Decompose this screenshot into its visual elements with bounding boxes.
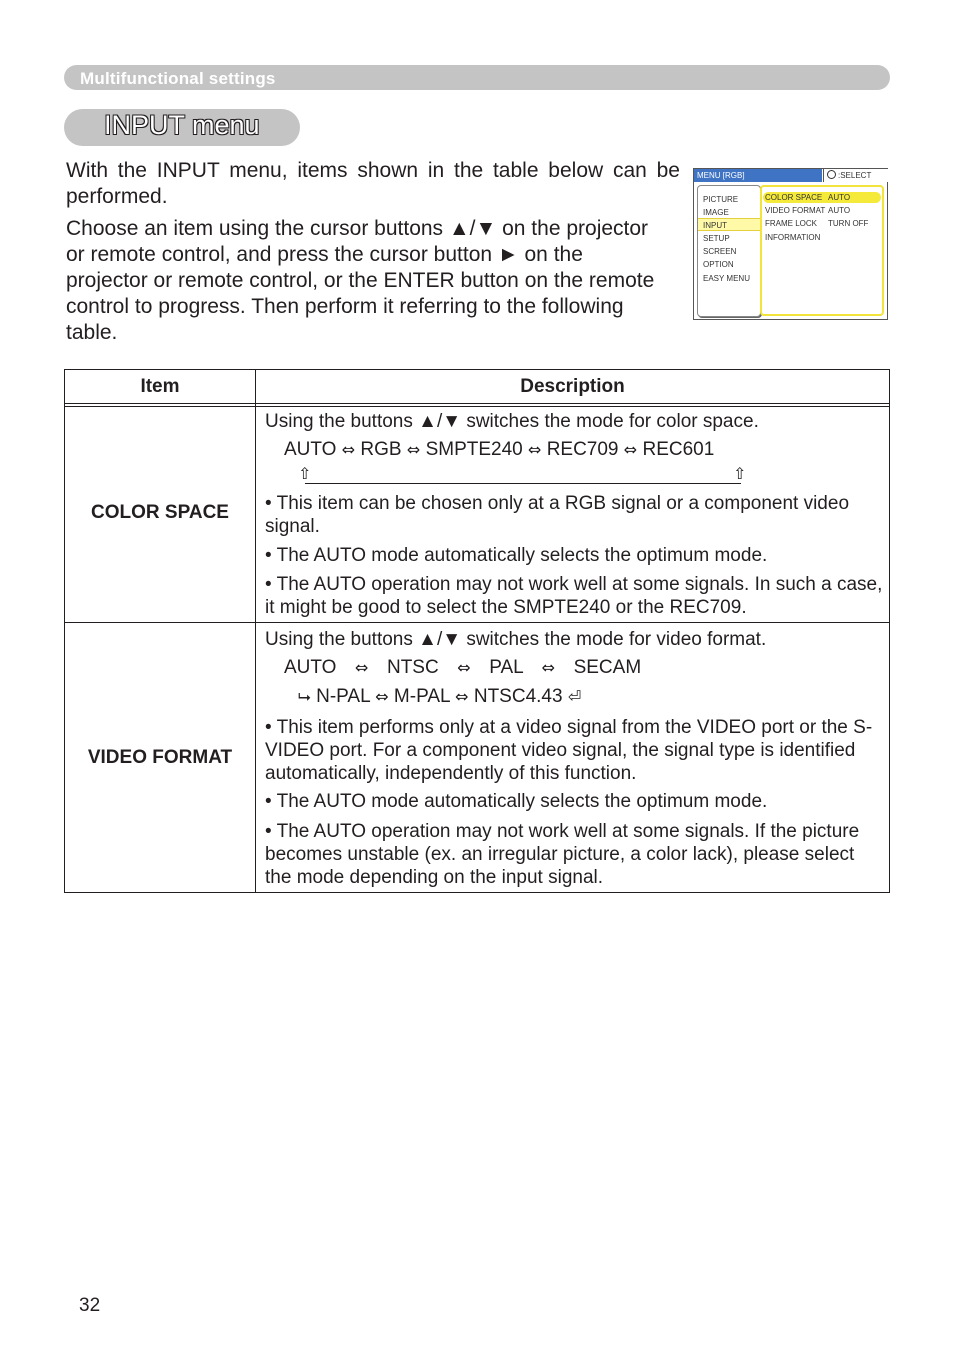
column-divider: [255, 370, 256, 892]
intro-paragraph-2: Choose an item using the cursor buttons ▲/▼ on the projector or remote control, and press the cursor button ► on the projector or remote control, or the ENTER button on the remote control to progress. Then perform it referring to the following table.: [66, 217, 655, 344]
page-number: 32: [79, 1295, 101, 1316]
video-format-mode-cycle-1: AUTO ⇔ NTSC ⇔ PAL ⇔ SECAM: [284, 657, 642, 678]
color-space-mode-cycle: AUTO ⇔ RGB ⇔ SMPTE240 ⇔ REC709 ⇔ REC601: [284, 439, 715, 460]
double-arrow-icon: ⇔: [406, 440, 421, 459]
osd-row-name: INFORMATION: [765, 233, 821, 242]
osd-row-value: AUTO: [828, 193, 851, 202]
osd-submenu-panel: [760, 185, 884, 316]
loop-line: [305, 483, 741, 484]
item-video-format: VIDEO FORMAT: [87, 747, 233, 768]
double-arrow-icon: ⇔: [375, 687, 389, 706]
video-format-note: • The AUTO mode automatically selects the optimum mode.: [265, 791, 768, 812]
return-arrow-icon: ⏎: [567, 687, 582, 706]
osd-row-name: VIDEO FORMAT: [765, 206, 826, 215]
row-divider: [65, 622, 889, 623]
double-arrow-icon: ⇔: [341, 440, 356, 459]
double-arrow-icon: ⇔: [623, 440, 638, 459]
return-arrow-icon: ⮡: [298, 687, 311, 706]
video-format-note: • This item performs only at a video signal from the VIDEO port or the S-VIDEO port. For a component video signal, the signal type is identified automatically, independently of this function.: [265, 717, 873, 784]
column-header-item: Item: [140, 376, 180, 397]
osd-menu-item-selected: INPUT: [698, 218, 760, 231]
double-arrow-icon: ⇔: [457, 658, 471, 677]
color-space-intro: Using the buttons ▲/▼ switches the mode for color space.: [265, 411, 759, 432]
double-arrow-icon: ⇔: [355, 658, 369, 677]
input-menu-table: [64, 369, 890, 893]
osd-row-value: AUTO: [828, 206, 851, 215]
osd-title-bar: [694, 169, 887, 182]
page-title-pill: [64, 109, 300, 146]
loop-up-arrow-icon: ⇧: [733, 464, 747, 483]
osd-menu-item: IMAGE: [703, 208, 729, 217]
osd-menu-item: OPTION: [703, 260, 734, 269]
osd-row-name: FRAME LOCK: [765, 219, 818, 228]
osd-submenu-row: [765, 204, 885, 217]
osd-menu-item: SETUP: [703, 234, 730, 243]
header-rule: [65, 406, 889, 407]
video-format-mode-cycle-2: ⮡ N-PAL ⇔ M-PAL ⇔ NTSC4.43 ⏎: [298, 686, 582, 707]
select-dial-icon: [827, 170, 836, 179]
osd-submenu-row: [765, 191, 885, 204]
osd-row-value: TURN OFF: [828, 219, 869, 228]
osd-row-name: COLOR SPACE: [765, 193, 823, 202]
double-arrow-icon: ⇔: [455, 687, 469, 706]
column-header-description: Description: [520, 376, 625, 397]
video-format-note: • The AUTO operation may not work well at some signals. If the picture becomes unstable (ex. an irregular picture, a color lack), please select the mode depending on the input signal.: [265, 821, 860, 888]
double-arrow-icon: ⇔: [541, 658, 556, 677]
loop-up-arrow-icon: ⇧: [298, 464, 312, 483]
item-color-space: COLOR SPACE: [91, 502, 229, 523]
osd-menu-item: EASY MENU: [703, 274, 750, 283]
color-space-note: • This item can be chosen only at a RGB signal or a component video signal.: [265, 493, 850, 537]
osd-menu-label: MENU [RGB]: [694, 169, 822, 182]
osd-menu-screen: [693, 168, 888, 320]
osd-submenu-row: [765, 217, 885, 230]
video-format-intro: Using the buttons ▲/▼ switches the mode for video format.: [265, 629, 767, 650]
osd-submenu-row: [765, 231, 885, 244]
header-rule: [65, 403, 889, 404]
section-title: Multifunctional settings: [80, 69, 276, 88]
color-space-note: • The AUTO mode automatically selects the optimum mode.: [265, 545, 768, 566]
section-header-bar: [64, 65, 890, 90]
intro-paragraph-1: With the INPUT menu, items shown in the table below can be performed.: [66, 159, 680, 208]
double-arrow-icon: ⇔: [528, 440, 542, 459]
osd-select-label: :SELECT: [838, 171, 872, 180]
color-space-note: • The AUTO operation may not work well at some signals. In such a case, it might be good to select the SMPTE240 or the REC709.: [265, 574, 883, 618]
osd-menu-list: [697, 185, 761, 317]
osd-menu-item: PICTURE: [703, 195, 739, 204]
osd-menu-item: SCREEN: [703, 247, 737, 256]
page-title: INPUT menu: [104, 110, 260, 140]
osd-select-hint: [823, 169, 888, 182]
